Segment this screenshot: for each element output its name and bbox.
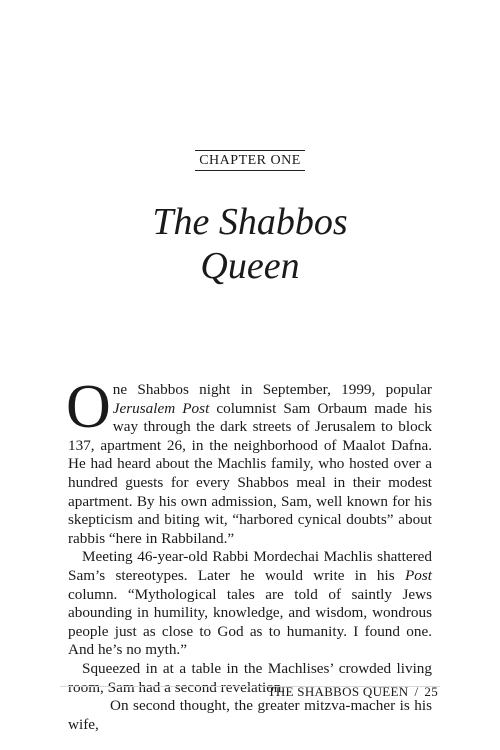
paragraph-4: On second thought, the greater mitzva-macher is his wife, bbox=[68, 697, 432, 733]
page-number: 25 bbox=[424, 684, 438, 699]
paragraph-1-text-b: columnist Sam Orbaum made his way through the dark streets of Jerusalem to block 137, apartment 26, in the neighborhood of Maalot Dafna. He had heard about the Machlis family, who hosted over a hundred guests for every Shabbos meal in their modest apartment. By his own admission, Sam, well known for his skepticism and biting wit, “harbored cynical doubts” about rabbis “here in Rabbiland.” bbox=[68, 399, 432, 547]
paragraph-2 bbox=[68, 548, 432, 660]
paragraph-1 bbox=[66, 373, 432, 548]
body-text bbox=[66, 373, 432, 734]
newspaper-short-name: Post bbox=[404, 566, 432, 584]
paragraph-3: Squeezed in at a table in the Machlises’ crowded living room, Sam had a second revelation. bbox=[68, 659, 432, 696]
paragraph-1-text-a: ne Shabbos night in September, 1999, popular bbox=[112, 381, 432, 398]
footer bbox=[268, 684, 438, 700]
chapter-number: CHAPTER ONE bbox=[195, 150, 305, 171]
running-head: THE SHABBOS QUEEN bbox=[267, 684, 409, 699]
drop-cap: O bbox=[66, 373, 111, 441]
newspaper-name: Jerusalem Post bbox=[112, 399, 210, 417]
chapter-label bbox=[0, 150, 500, 171]
paragraph-2-text-b: column. “Mythological tales are told of saintly Jews abounding in humility, knowledge, and wisdom, wondrous people just as close to God as to humanity. I found one. And he’s no myth.” bbox=[68, 585, 432, 659]
chapter-title-line-2: Queen bbox=[200, 245, 300, 287]
chapter-title-line-1: The Shabbos bbox=[152, 201, 348, 243]
chapter-title bbox=[0, 200, 500, 288]
footer-separator: / bbox=[414, 684, 419, 699]
paragraph-2-text-a: Meeting 46-year-old Rabbi Mordechai Machlis shattered Sam’s stereotypes. Later he would write in his bbox=[68, 548, 432, 584]
